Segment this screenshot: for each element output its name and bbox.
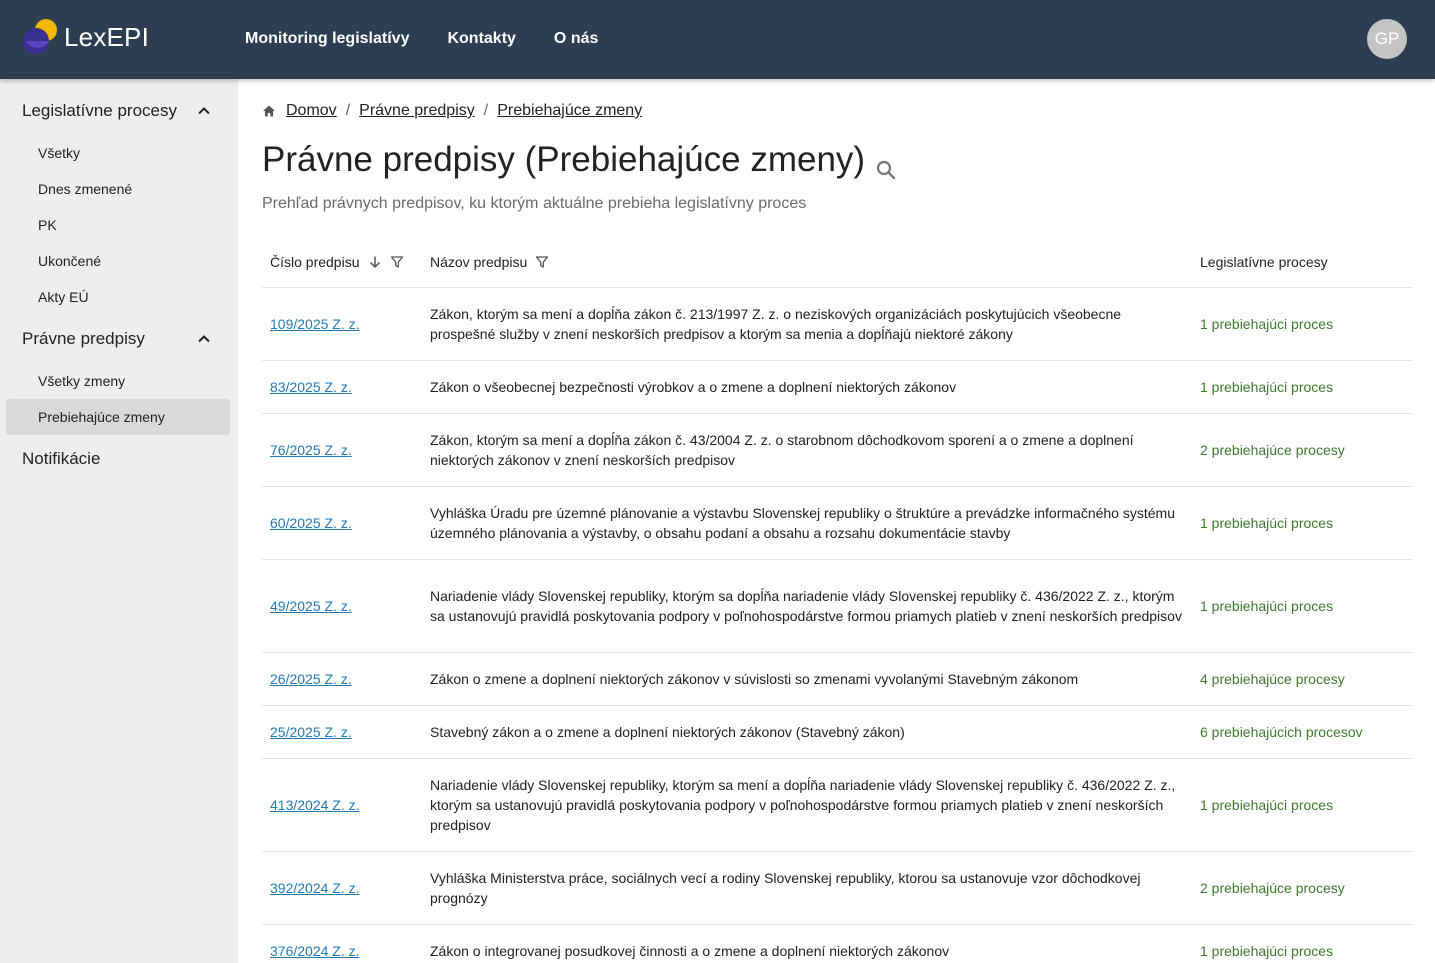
table-row bbox=[262, 487, 1412, 560]
processes-count: 1 prebiehajúci proces bbox=[1200, 379, 1334, 395]
filter-icon[interactable] bbox=[390, 255, 404, 269]
processes-count: 1 prebiehajúci proces bbox=[1200, 515, 1334, 531]
table-row bbox=[262, 560, 1412, 653]
logo-text: LexEPI bbox=[64, 21, 150, 52]
table-row bbox=[262, 361, 1412, 414]
regulation-number-link[interactable]: 413/2024 Z. z. bbox=[270, 797, 360, 813]
regulation-number-link[interactable]: 83/2025 Z. z. bbox=[270, 379, 352, 395]
regulation-name: Zákon, ktorým sa mení a dopĺňa zákon č. 43/2004 Z. z. o starobnom dôchodkovom sporení a o zmene a doplnení niektorých zákonov v znení neskorších predpisov bbox=[430, 432, 1134, 468]
breadcrumb-separator: / bbox=[483, 102, 489, 119]
chevron-up-icon bbox=[196, 331, 212, 347]
table-row bbox=[262, 852, 1412, 925]
nav-o-nas[interactable]: O nás bbox=[553, 30, 599, 47]
processes-count: 4 prebiehajúce procesy bbox=[1200, 671, 1345, 687]
nav-kontakty[interactable]: Kontakty bbox=[447, 30, 516, 47]
sidebar-section-legislativne-procesy[interactable] bbox=[22, 100, 212, 122]
sidebar-section-label: Legislatívne procesy bbox=[22, 101, 177, 120]
regulation-name: Zákon o zmene a doplnení niektorých zákonov v súvislosti so zmenami vyvolanými Stavebným zákonom bbox=[430, 671, 1079, 687]
page-subtitle: Prehľad právnych predpisov, ku ktorým aktuálne prebieha legislatívny proces bbox=[262, 195, 807, 212]
regulation-number-link[interactable]: 60/2025 Z. z. bbox=[270, 515, 352, 531]
processes-count: 1 prebiehajúci proces bbox=[1200, 598, 1334, 614]
regulation-number-link[interactable]: 26/2025 Z. z. bbox=[270, 671, 352, 687]
page-title-row bbox=[262, 139, 897, 181]
regulation-number-link[interactable]: 376/2024 Z. z. bbox=[270, 943, 360, 959]
sort-descending-icon[interactable] bbox=[368, 255, 382, 269]
regulation-number-link[interactable]: 392/2024 Z. z. bbox=[270, 880, 360, 896]
processes-count: 6 prebiehajúcich procesov bbox=[1200, 724, 1363, 740]
regulation-number-link[interactable]: 76/2025 Z. z. bbox=[270, 442, 352, 458]
chevron-up-icon bbox=[196, 103, 212, 119]
sidebar-item-label: Dnes zmenené bbox=[38, 181, 133, 197]
sidebar-item-prebiehajuce-zmeny[interactable] bbox=[6, 399, 230, 435]
sidebar bbox=[0, 79, 238, 963]
column-header-label: Legislatívne procesy bbox=[1200, 254, 1328, 270]
column-header-label: Číslo predpisu bbox=[270, 254, 360, 270]
home-icon bbox=[262, 104, 276, 118]
breadcrumb-separator: / bbox=[345, 102, 351, 119]
breadcrumb-domov[interactable]: Domov bbox=[286, 102, 337, 119]
sidebar-section-notifikacie[interactable] bbox=[22, 448, 212, 470]
regulation-name: Zákon o integrovanej posudkovej činnosti a o zmene a doplnení niektorých zákonov bbox=[430, 943, 950, 959]
sidebar-item-label: Ukončené bbox=[38, 253, 102, 269]
sidebar-item-akty-eu[interactable] bbox=[6, 279, 230, 315]
processes-count: 2 prebiehajúce procesy bbox=[1200, 442, 1345, 458]
sidebar-item-label: Akty EÚ bbox=[38, 289, 89, 305]
top-bar bbox=[0, 0, 1435, 79]
regulation-number-link[interactable]: 49/2025 Z. z. bbox=[270, 598, 352, 614]
logo-icon bbox=[22, 19, 58, 55]
table-row bbox=[262, 759, 1412, 852]
regulation-number-link[interactable]: 109/2025 Z. z. bbox=[270, 316, 360, 332]
sidebar-item-ukoncene[interactable] bbox=[6, 243, 230, 279]
breadcrumb-pravne-predpisy[interactable]: Právne predpisy bbox=[359, 102, 475, 119]
sidebar-item-dnes-zmenene[interactable] bbox=[6, 171, 230, 207]
column-header-label: Názov predpisu bbox=[430, 254, 528, 270]
processes-count: 1 prebiehajúci proces bbox=[1200, 797, 1334, 813]
regulations-table bbox=[262, 237, 1412, 963]
regulation-name: Nariadenie vlády Slovenskej republiky, ktorým sa dopĺňa nariadenie vlády Slovenskej republiky č. 436/2022 Z. z., ktorým sa ustanovujú pravidlá poskytovania podpory v poľnohospodárstve formou priamych platieb v znení neskorších predpisov bbox=[430, 588, 1182, 624]
breadcrumb bbox=[262, 101, 642, 121]
table-row bbox=[262, 653, 1412, 706]
sidebar-section-pravne-predpisy[interactable] bbox=[22, 328, 212, 350]
avatar[interactable]: GP bbox=[1367, 19, 1407, 59]
regulation-name: Vyhláška Úradu pre územné plánovanie a výstavbu Slovenskej republiky o štruktúre a prevádzke informačného systému územného plánovania a výstavby, o obsahu podaní a obsahu a rozsahu dokumentácie stavby bbox=[430, 505, 1175, 541]
sidebar-item-label: Všetky zmeny bbox=[38, 373, 126, 389]
processes-count: 1 prebiehajúci proces bbox=[1200, 316, 1334, 332]
processes-count: 2 prebiehajúce procesy bbox=[1200, 880, 1345, 896]
sidebar-item-label: PK bbox=[38, 217, 57, 233]
sidebar-section-label: Právne predpisy bbox=[22, 329, 145, 348]
regulation-name: Zákon, ktorým sa mení a dopĺňa zákon č. 213/1997 Z. z. o neziskových organizáciách poskytujúcich všeobecne prospešné služby v znení neskorších predpisov a ktorým sa menia a dopĺňajú niektoré zákony bbox=[430, 306, 1122, 342]
filter-icon[interactable] bbox=[535, 255, 549, 269]
breadcrumb-prebiehajuce-zmeny[interactable]: Prebiehajúce zmeny bbox=[497, 102, 643, 119]
main-nav bbox=[245, 29, 636, 49]
table-row bbox=[262, 414, 1412, 487]
column-header-name[interactable] bbox=[430, 254, 1185, 270]
regulation-number-link[interactable]: 25/2025 Z. z. bbox=[270, 724, 352, 740]
table-header bbox=[262, 237, 1412, 288]
logo[interactable] bbox=[22, 19, 149, 55]
table-row bbox=[262, 288, 1412, 361]
regulation-name: Zákon o všeobecnej bezpečnosti výrobkov a o zmene a doplnení niektorých zákonov bbox=[430, 379, 957, 395]
sidebar-item-label: Všetky bbox=[38, 145, 81, 161]
table-row bbox=[262, 706, 1412, 759]
sidebar-item-label: Prebiehajúce zmeny bbox=[38, 409, 165, 425]
table-row bbox=[262, 925, 1412, 963]
sidebar-item-pk[interactable] bbox=[6, 207, 230, 243]
sidebar-section-label: Notifikácie bbox=[22, 449, 101, 468]
column-header-processes bbox=[1200, 254, 1328, 270]
page-title: Právne predpisy (Prebiehajúce zmeny) bbox=[262, 140, 866, 179]
sidebar-item-vsetky-zmeny[interactable] bbox=[6, 363, 230, 399]
regulation-name: Stavebný zákon a o zmene a doplnení niektorých zákonov (Stavebný zákon) bbox=[430, 724, 905, 740]
processes-count: 1 prebiehajúci proces bbox=[1200, 943, 1334, 959]
regulation-name: Vyhláška Ministerstva práce, sociálnych vecí a rodiny Slovenskej republiky, ktorou sa ustanovuje vzor dôchodkovej prognózy bbox=[430, 870, 1141, 906]
search-icon[interactable] bbox=[875, 149, 897, 171]
sidebar-item-vsetky[interactable] bbox=[6, 135, 230, 171]
regulation-name: Nariadenie vlády Slovenskej republiky, ktorým sa mení a dopĺňa nariadenie vlády Slovenskej republiky č. 436/2022 Z. z., ktorým sa ustanovujú pravidlá poskytovania podpory v poľnohospodárstve formou priamych platieb v znení neskorších predpisov bbox=[430, 777, 1176, 833]
nav-monitoring-legislativy[interactable]: Monitoring legislatívy bbox=[245, 30, 410, 47]
column-header-number[interactable] bbox=[270, 254, 404, 270]
